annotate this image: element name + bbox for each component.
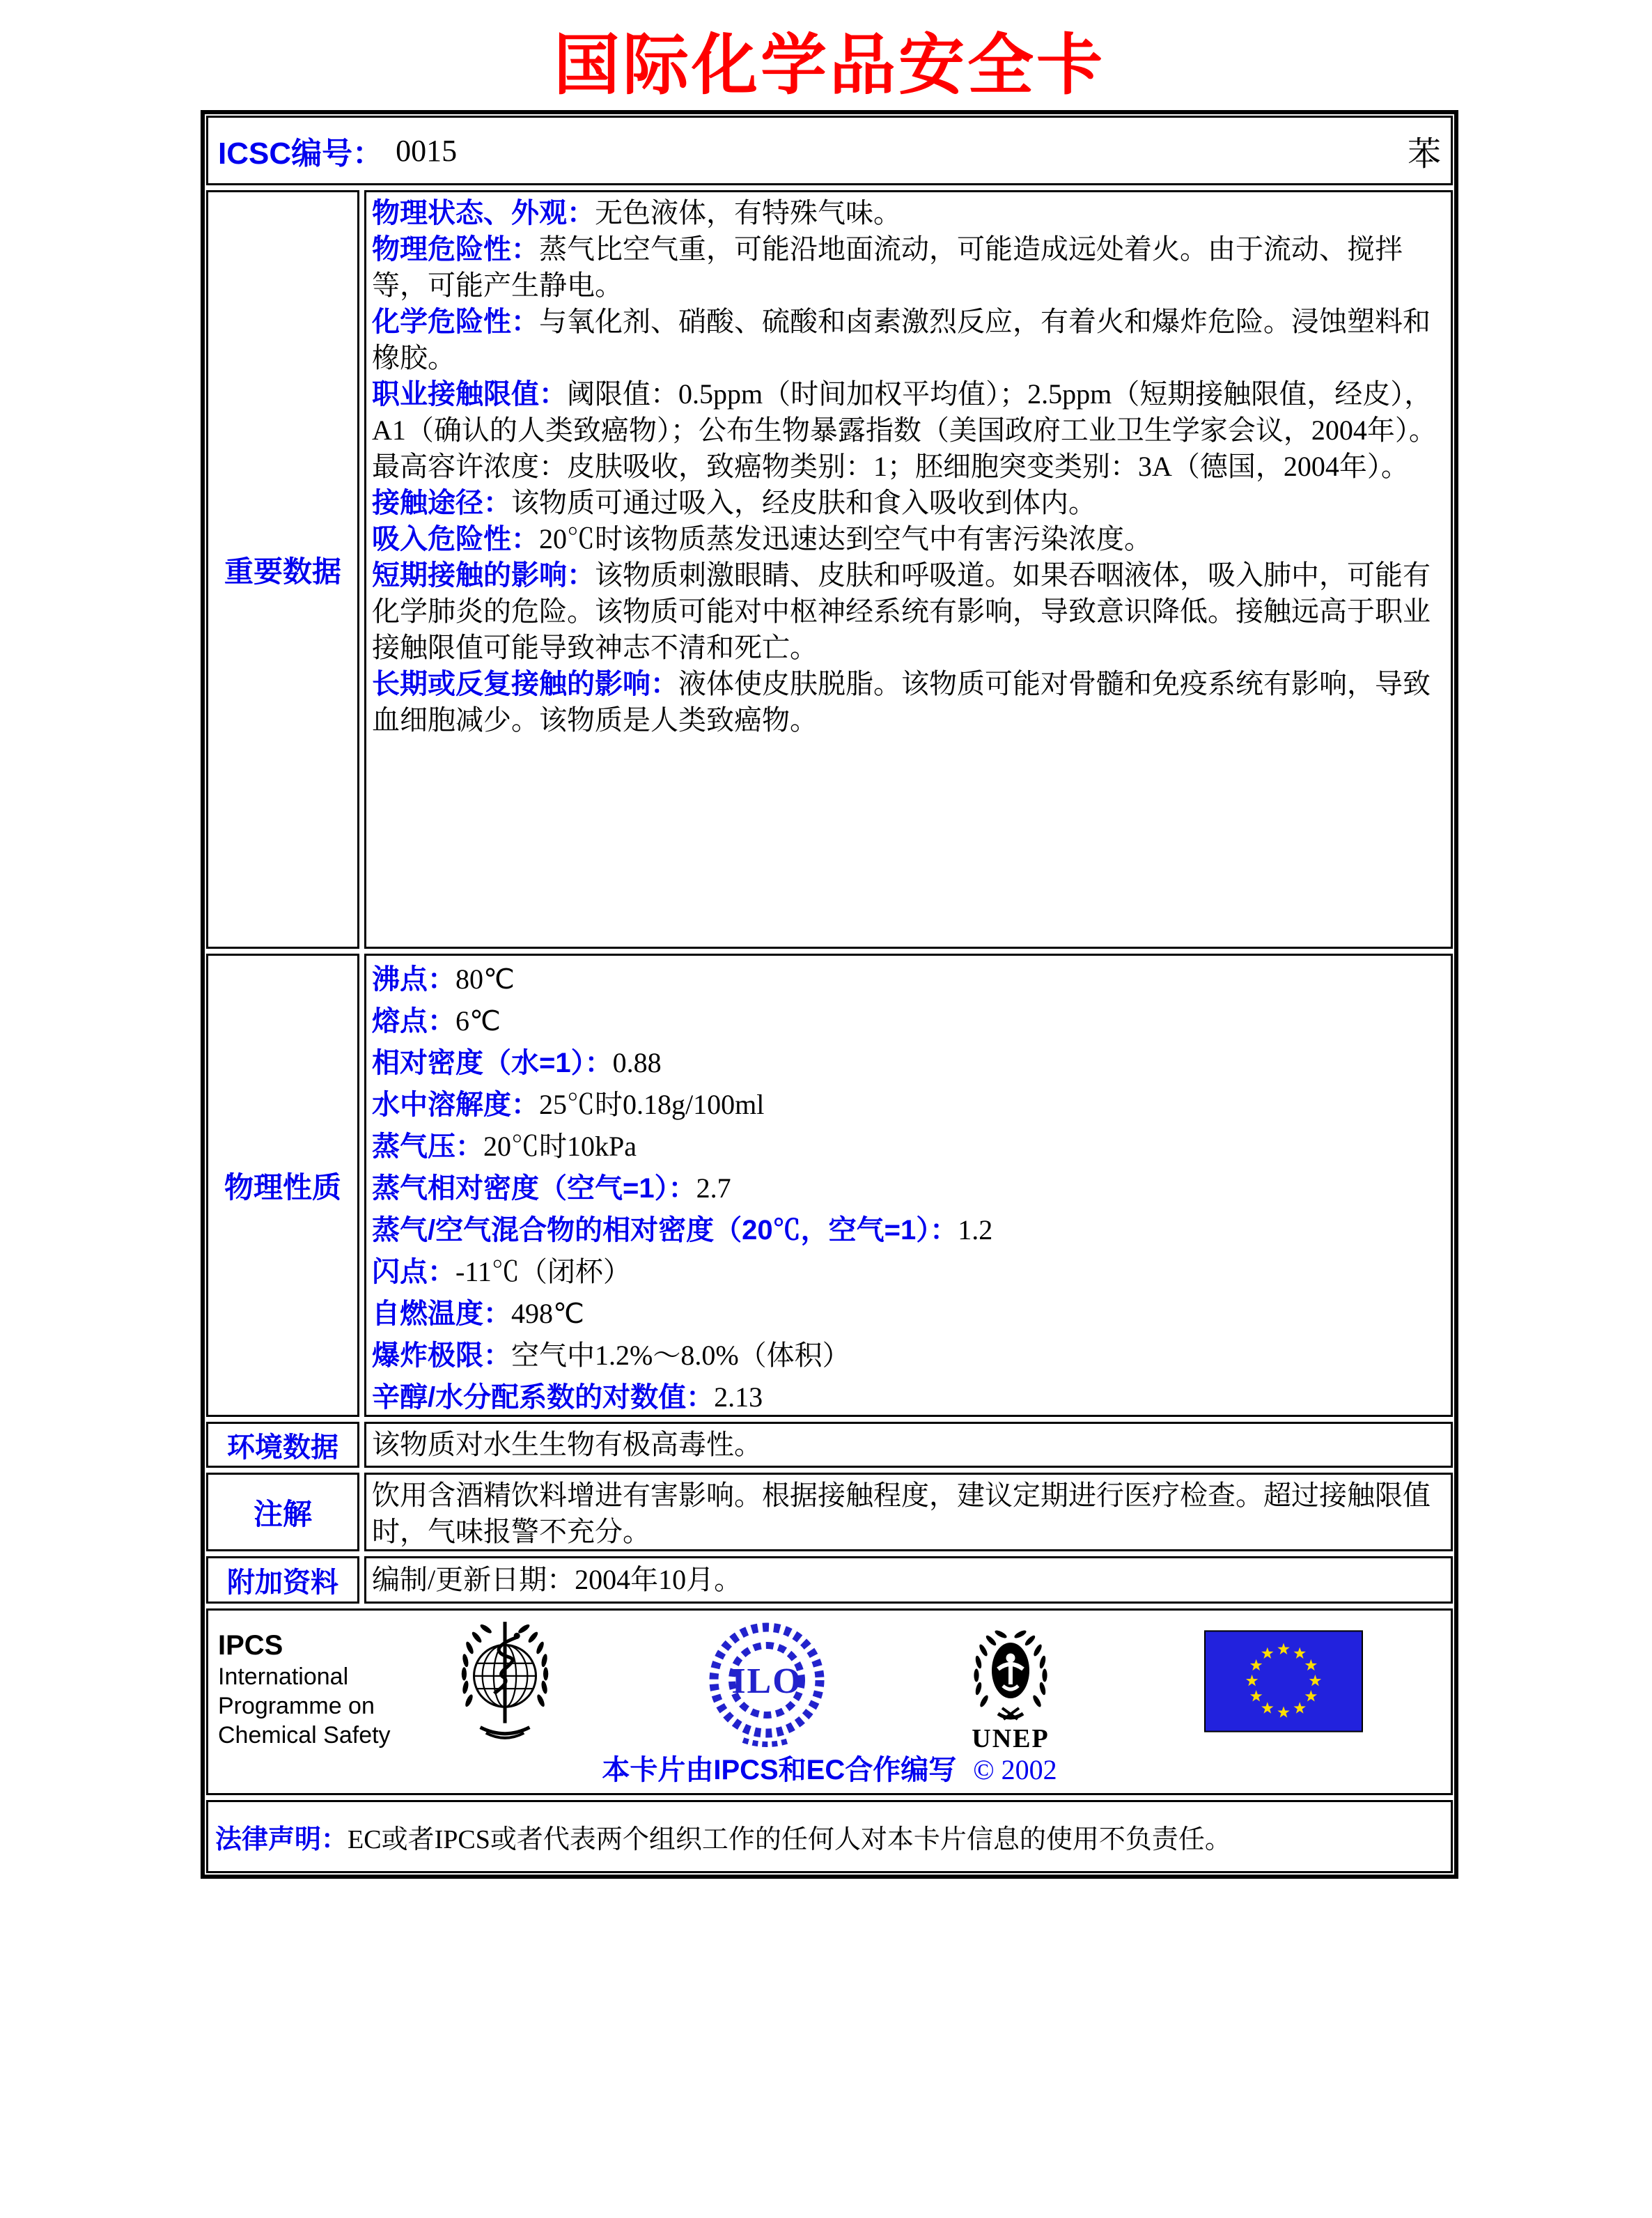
unep-logo-text: UNEP <box>972 1724 1050 1753</box>
physical-item: 沸点：80℃ <box>372 963 515 995</box>
ipcs-subtitle-line: Chemical Safety <box>218 1722 391 1748</box>
physical-item: 蒸气相对密度（空气=1）：2.7 <box>372 1172 731 1204</box>
header-row <box>206 116 1453 185</box>
important-item: 职业接触限值：阈限值：0.5ppm（时间加权平均值）；2.5ppm（短期接触限值，经皮），A1（确认的人类致癌物）；公布生物暴露指数（美国政府工业卫生学家会议，2004年）。最高容许浓度：皮肤吸收，致癌物类别：1；胚细胞突变类别：3A（德国，2004年）。 <box>372 378 1437 482</box>
notes-content <box>364 1473 1453 1551</box>
legal-text: EC或者IPCS或者代表两个组织工作的任何人对本卡片信息的使用不负责任。 <box>348 1825 1231 1854</box>
environmental-data-label-cell <box>206 1422 359 1468</box>
physical-item: 相对密度（水=1）：0.88 <box>372 1047 662 1078</box>
icsc-number-label: ICSC编号： <box>218 137 384 171</box>
page-title: 国际化学品安全卡 <box>553 29 1105 102</box>
physical-item: 蒸气/空气混合物的相对密度（20℃，空气=1）：1.2 <box>372 1214 993 1246</box>
additional-info-label: 附加资料 <box>227 1567 338 1598</box>
who-logo-icon <box>459 1616 551 1748</box>
important-item: 长期或反复接触的影响：液体使皮肤脱脂。该物质可能对骨髓和免疫系统有影响，导致血细胞减少。该物质是人类致癌物。 <box>372 668 1431 736</box>
physical-item: 水中溶解度：25℃时0.18g/100ml <box>372 1089 765 1120</box>
physical-item: 自燃温度：498℃ <box>372 1298 584 1329</box>
eu-flag-icon <box>1204 1630 1363 1732</box>
important-item: 吸入危险性：20℃时该物质蒸发迅速达到空气中有害污染浓度。 <box>372 523 1152 554</box>
physical-properties-content <box>364 954 1453 1417</box>
icsc-card-table <box>201 110 1458 1879</box>
ipcs-title: IPCS <box>218 1630 283 1661</box>
additional-info-label-cell <box>206 1556 359 1604</box>
logos-cell <box>206 1608 1453 1795</box>
physical-item: 辛醇/水分配系数的对数值：2.13 <box>372 1381 763 1413</box>
legal-row <box>206 1800 1453 1873</box>
logos-row <box>206 1608 1453 1795</box>
additional-info-text: 编制/更新日期：2004年10月。 <box>372 1564 742 1595</box>
environmental-data-label: 环境数据 <box>227 1432 338 1463</box>
important-data-content <box>364 190 1453 949</box>
important-item: 短期接触的影响：该物质刺激眼睛、皮肤和呼吸道。如果吞咽液体，吸入肺中，可能有化学肺炎的危险。该物质可能对中枢神经系统有影响，导致意识降低。接触远高于职业接触限值可能导致神志不清和死亡。 <box>372 559 1431 663</box>
unep-logo-icon <box>948 1616 1073 1753</box>
environmental-data-content <box>364 1422 1453 1468</box>
important-data-row <box>206 190 1453 949</box>
notes-label: 注解 <box>253 1497 312 1530</box>
ipcs-text-block <box>218 1629 391 1750</box>
physical-properties-label-cell <box>206 954 359 1417</box>
legal-cell <box>206 1800 1453 1873</box>
physical-item: 蒸气压：20℃时10kPa <box>372 1131 637 1162</box>
physical-item: 熔点：6℃ <box>372 1005 501 1037</box>
notes-label-cell <box>206 1473 359 1551</box>
important-item: 接触途径：该物质可通过吸入，经皮肤和食入吸收到体内。 <box>372 487 1096 518</box>
physical-properties-row <box>206 954 1453 1417</box>
ipcs-subtitle-line: Programme on <box>218 1693 375 1719</box>
important-item: 物理危险性：蒸气比空气重，可能沿地面流动，可能造成远处着火。由于流动、搅拌等，可能产生静电。 <box>372 233 1403 301</box>
copyright-text: 本卡片由IPCS和EC合作编写 <box>602 1755 957 1785</box>
important-item: 物理状态、外观：无色液体，有特殊气味。 <box>372 197 901 228</box>
additional-info-content <box>364 1556 1453 1604</box>
physical-properties-label: 物理性质 <box>224 1170 341 1204</box>
physical-item: 闪点：-11℃（闭杯） <box>372 1256 631 1287</box>
ipcs-subtitle-line: International <box>218 1663 349 1690</box>
environmental-data-row <box>206 1422 1453 1468</box>
notes-row <box>206 1473 1453 1551</box>
additional-info-row <box>206 1556 1453 1604</box>
environmental-data-text: 该物质对水生生物有极高毒性。 <box>372 1429 762 1460</box>
copyright-line <box>208 1748 1451 1787</box>
icsc-number-value: 0015 <box>396 133 458 168</box>
ilo-logo-icon <box>697 1618 836 1750</box>
legal-label: 法律声明： <box>215 1825 348 1854</box>
important-item: 化学危险性：与氧化剂、硝酸、硫酸和卤素激烈反应，有着火和爆炸危险。浸蚀塑料和橡胶。 <box>372 306 1431 373</box>
header-cell <box>206 116 1453 185</box>
ilo-logo-text: ILO <box>731 1661 802 1701</box>
notes-text: 饮用含酒精饮料增进有害影响。根据接触程度，建议定期进行医疗检查。超过接触限值时，气味报警不充分。 <box>372 1480 1431 1547</box>
important-data-label-cell <box>206 190 359 949</box>
physical-item: 爆炸极限：空气中1.2%～8.0%（体积） <box>372 1340 850 1371</box>
copyright-year: © 2002 <box>973 1754 1057 1785</box>
substance-name: 苯 <box>1407 135 1441 173</box>
important-data-label: 重要数据 <box>224 554 341 588</box>
